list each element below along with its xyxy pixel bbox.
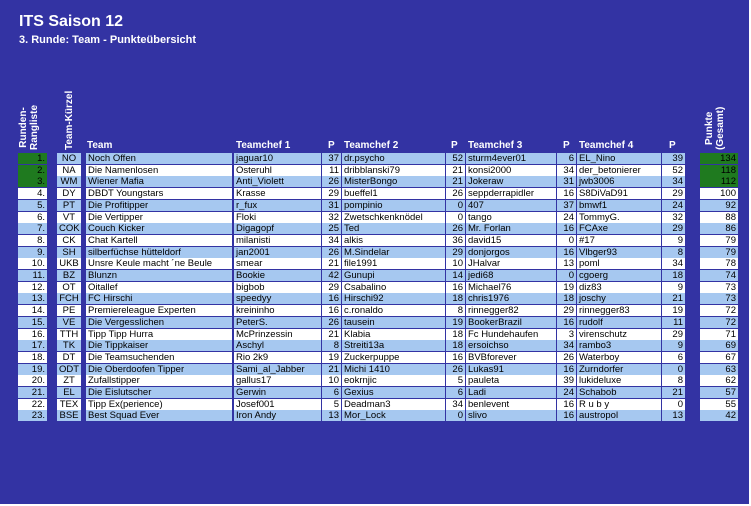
cell-team: Tipp Ex(perience) bbox=[86, 399, 232, 410]
cell-teamchef-1: gallus17 bbox=[234, 375, 321, 386]
cell-code: UKB bbox=[57, 258, 81, 269]
cell-points-3: 0 bbox=[557, 270, 576, 281]
cell-teamchef-2: MisterBongo bbox=[342, 176, 445, 187]
cell-team: Noch Offen bbox=[86, 153, 232, 164]
cell-teamchef-4: cgoerg bbox=[577, 270, 661, 281]
cell-points-2: 21 bbox=[446, 176, 465, 187]
cell-code: DT bbox=[57, 352, 81, 363]
cell-points-1: 26 bbox=[322, 247, 341, 258]
cell-teamchef-3: Mr. Forlan bbox=[466, 223, 556, 234]
cell-points-1: 8 bbox=[322, 340, 341, 351]
cell-points-1: 21 bbox=[322, 258, 341, 269]
cell-rank: 20. bbox=[18, 375, 47, 386]
cell-total-points: 74 bbox=[700, 270, 738, 281]
cell-team: Chat Kartell bbox=[86, 235, 232, 246]
cell-teamchef-3: JHalvar bbox=[466, 258, 556, 269]
cell-points-3: 34 bbox=[557, 340, 576, 351]
cell-points-2: 8 bbox=[446, 305, 465, 316]
cell-points-2: 36 bbox=[446, 235, 465, 246]
cell-points-4: 9 bbox=[662, 340, 685, 351]
cell-points-3: 16 bbox=[557, 188, 576, 199]
cell-teamchef-2: bueffel1 bbox=[342, 188, 445, 199]
cell-code: SH bbox=[57, 247, 81, 258]
cell-team: Die Oberdoofen Tipper bbox=[86, 364, 232, 375]
cell-points-2: 14 bbox=[446, 270, 465, 281]
cell-teamchef-2: Csabalino bbox=[342, 282, 445, 293]
cell-points-4: 29 bbox=[662, 188, 685, 199]
cell-teamchef-2: Ted bbox=[342, 223, 445, 234]
cell-teamchef-3: BookerBrazil bbox=[466, 317, 556, 328]
cell-points-3: 0 bbox=[557, 235, 576, 246]
cell-team: Couch Kicker bbox=[86, 223, 232, 234]
cell-points-4: 13 bbox=[662, 410, 685, 421]
cell-points-2: 18 bbox=[446, 329, 465, 340]
cell-teamchef-1: r_fux bbox=[234, 200, 321, 211]
cell-team: Die Eislutscher bbox=[86, 387, 232, 398]
cell-teamchef-1: Aschyl bbox=[234, 340, 321, 351]
cell-rank: 7. bbox=[18, 223, 47, 234]
cell-points-1: 34 bbox=[322, 235, 341, 246]
cell-rank: 9. bbox=[18, 247, 47, 258]
cell-teamchef-4: FCAxe bbox=[577, 223, 661, 234]
cell-total-points: 100 bbox=[700, 188, 738, 199]
cell-points-1: 26 bbox=[322, 317, 341, 328]
cell-rank: 8. bbox=[18, 235, 47, 246]
header-points-3: P bbox=[563, 140, 570, 151]
cell-code: COK bbox=[59, 223, 80, 235]
cell-teamchef-2: tausein bbox=[342, 317, 445, 328]
cell-rank: 23. bbox=[18, 410, 47, 421]
cell-team: Best Squad Ever bbox=[86, 410, 232, 421]
cell-teamchef-1: Anti_Violett bbox=[234, 176, 321, 187]
cell-rank: 22. bbox=[18, 399, 47, 410]
cell-teamchef-3: Ladi bbox=[466, 387, 556, 398]
cell-team: Tipp Tipp Hurra bbox=[86, 329, 232, 340]
cell-total-points: 112 bbox=[700, 176, 738, 187]
cell-total-points: 63 bbox=[700, 364, 738, 375]
cell-points-1: 11 bbox=[322, 165, 341, 176]
cell-points-3: 37 bbox=[557, 200, 576, 211]
cell-teamchef-1: Rio 2k9 bbox=[234, 352, 321, 363]
cell-code: TK bbox=[57, 340, 81, 351]
cell-points-2: 16 bbox=[446, 282, 465, 293]
cell-teamchef-3: Fc Hundehaufen bbox=[466, 329, 556, 340]
cell-points-2: 0 bbox=[446, 200, 465, 211]
cell-rank: 13. bbox=[18, 293, 47, 304]
cell-points-2: 5 bbox=[446, 375, 465, 386]
cell-total-points: 57 bbox=[700, 387, 738, 398]
cell-points-1: 6 bbox=[322, 387, 341, 398]
cell-teamchef-4: Schabob bbox=[577, 387, 661, 398]
cell-rank: 18. bbox=[18, 352, 47, 363]
cell-teamchef-4: #17 bbox=[577, 235, 661, 246]
cell-points-2: 18 bbox=[446, 340, 465, 351]
cell-teamchef-3: Michael76 bbox=[466, 282, 556, 293]
cell-team: Premiereleague Experten bbox=[86, 305, 232, 316]
cell-teamchef-2: Michi 1410 bbox=[342, 364, 445, 375]
cell-points-3: 31 bbox=[557, 176, 576, 187]
cell-points-1: 16 bbox=[322, 293, 341, 304]
cell-code: PT bbox=[57, 200, 81, 211]
header-teamchef-3: Teamchef 3 bbox=[468, 140, 523, 151]
cell-total-points: 86 bbox=[700, 223, 738, 234]
cell-points-3: 16 bbox=[557, 223, 576, 234]
cell-rank: 3. bbox=[18, 176, 47, 187]
cell-points-3: 6 bbox=[557, 153, 576, 164]
header-teamchef-2: Teamchef 2 bbox=[344, 140, 399, 151]
cell-code: PE bbox=[57, 305, 81, 316]
header-rank bbox=[18, 105, 40, 150]
cell-points-3: 16 bbox=[557, 247, 576, 258]
cell-team: Die Vertipper bbox=[86, 212, 232, 223]
cell-teamchef-2: Deadman3 bbox=[342, 399, 445, 410]
cell-team: Blunzn bbox=[86, 270, 232, 281]
cell-points-2: 10 bbox=[446, 258, 465, 269]
cell-points-4: 18 bbox=[662, 270, 685, 281]
cell-points-1: 16 bbox=[322, 305, 341, 316]
cell-points-4: 9 bbox=[662, 282, 685, 293]
cell-teamchef-2: Gunupi bbox=[342, 270, 445, 281]
cell-teamchef-1: speedyy bbox=[234, 293, 321, 304]
cell-teamchef-3: rinnegger82 bbox=[466, 305, 556, 316]
cell-teamchef-2: eokrnjic bbox=[342, 375, 445, 386]
cell-rank: 6. bbox=[18, 212, 47, 223]
cell-total-points: 73 bbox=[700, 293, 738, 304]
cell-teamchef-3: BVBforever bbox=[466, 352, 556, 363]
cell-points-4: 21 bbox=[662, 293, 685, 304]
header-points-4: P bbox=[669, 140, 676, 151]
cell-teamchef-1: jan2001 bbox=[234, 247, 321, 258]
cell-team: Oitallef bbox=[86, 282, 232, 293]
cell-teamchef-1: smear bbox=[234, 258, 321, 269]
cell-points-3: 16 bbox=[557, 317, 576, 328]
cell-points-3: 39 bbox=[557, 375, 576, 386]
cell-points-2: 16 bbox=[446, 352, 465, 363]
cell-teamchef-2: Zuckerpuppe bbox=[342, 352, 445, 363]
cell-teamchef-3: slivo bbox=[466, 410, 556, 421]
cell-teamchef-3: Lukas91 bbox=[466, 364, 556, 375]
cell-points-3: 24 bbox=[557, 212, 576, 223]
cell-rank: 19. bbox=[18, 364, 47, 375]
header-code: Team-Kürzel bbox=[64, 90, 75, 150]
cell-team: FC Hirschi bbox=[86, 293, 232, 304]
cell-teamchef-4: joschy bbox=[577, 293, 661, 304]
cell-teamchef-1: Krasse bbox=[234, 188, 321, 199]
cell-code: NO bbox=[57, 153, 81, 164]
cell-teamchef-1: Josef001 bbox=[234, 399, 321, 410]
cell-teamchef-4: EL_Nino bbox=[577, 153, 661, 164]
cell-rank: 1. bbox=[18, 153, 47, 164]
cell-code: BZ bbox=[57, 270, 81, 281]
cell-points-3: 13 bbox=[557, 258, 576, 269]
cell-rank: 5. bbox=[18, 200, 47, 211]
cell-points-4: 29 bbox=[662, 329, 685, 340]
cell-team: Unsre Keule macht ´ne Beule bbox=[86, 258, 232, 269]
cell-teamchef-3: chris1976 bbox=[466, 293, 556, 304]
cell-teamchef-3: seppderrapidler bbox=[466, 188, 556, 199]
cell-teamchef-3: donjorgos bbox=[466, 247, 556, 258]
cell-code: FCH bbox=[57, 293, 81, 304]
cell-points-1: 42 bbox=[322, 270, 341, 281]
cell-team: Die Namenlosen bbox=[86, 165, 232, 176]
cell-total-points: 69 bbox=[700, 340, 738, 351]
cell-points-4: 34 bbox=[662, 258, 685, 269]
cell-points-2: 29 bbox=[446, 247, 465, 258]
cell-total-points: 62 bbox=[700, 375, 738, 386]
cell-rank: 21. bbox=[18, 387, 47, 398]
cell-teamchef-2: dribblanski79 bbox=[342, 165, 445, 176]
cell-points-4: 24 bbox=[662, 200, 685, 211]
page-subtitle: 3. Runde: Team - Punkteübersicht bbox=[19, 34, 197, 46]
cell-teamchef-4: rudolf bbox=[577, 317, 661, 328]
cell-points-3: 34 bbox=[557, 165, 576, 176]
cell-teamchef-4: Vlbger93 bbox=[577, 247, 661, 258]
header-points-1: P bbox=[328, 140, 335, 151]
cell-teamchef-2: M.Sindelar bbox=[342, 247, 445, 258]
cell-points-3: 16 bbox=[557, 410, 576, 421]
cell-total-points: 72 bbox=[700, 305, 738, 316]
cell-teamchef-2: Zwetschkenknödel bbox=[342, 212, 445, 223]
header-teamchef-1: Teamchef 1 bbox=[236, 140, 291, 151]
cell-team: Zufallstipper bbox=[86, 375, 232, 386]
cell-points-3: 16 bbox=[557, 364, 576, 375]
cell-total-points: 67 bbox=[700, 352, 738, 363]
cell-team: Die Profitipper bbox=[86, 200, 232, 211]
cell-rank: 16. bbox=[18, 329, 47, 340]
cell-teamchef-4: rinnegger83 bbox=[577, 305, 661, 316]
cell-rank: 11. bbox=[18, 270, 47, 281]
cell-points-4: 0 bbox=[662, 364, 685, 375]
cell-teamchef-3: david15 bbox=[466, 235, 556, 246]
cell-rank: 14. bbox=[18, 305, 47, 316]
cell-rank: 2. bbox=[18, 165, 47, 176]
cell-teamchef-4: poml bbox=[577, 258, 661, 269]
cell-teamchef-2: dr.psycho bbox=[342, 153, 445, 164]
cell-teamchef-3: ersoichso bbox=[466, 340, 556, 351]
cell-total-points: 42 bbox=[700, 410, 738, 421]
cell-points-1: 21 bbox=[322, 364, 341, 375]
cell-team: Die Tippkaiser bbox=[86, 340, 232, 351]
cell-teamchef-2: Hirschi92 bbox=[342, 293, 445, 304]
cell-points-1: 31 bbox=[322, 200, 341, 211]
cell-teamchef-2: Gexius bbox=[342, 387, 445, 398]
cell-teamchef-1: Osteruhl bbox=[234, 165, 321, 176]
cell-points-4: 21 bbox=[662, 387, 685, 398]
cell-teamchef-4: jwb3006 bbox=[577, 176, 661, 187]
cell-teamchef-4: rambo3 bbox=[577, 340, 661, 351]
header-teamchef-4: Teamchef 4 bbox=[579, 140, 634, 151]
cell-points-3: 24 bbox=[557, 387, 576, 398]
cell-rank: 15. bbox=[18, 317, 47, 328]
cell-points-1: 19 bbox=[322, 352, 341, 363]
cell-points-1: 29 bbox=[322, 282, 341, 293]
cell-points-2: 0 bbox=[446, 212, 465, 223]
cell-points-1: 13 bbox=[322, 410, 341, 421]
cell-rank: 12. bbox=[18, 282, 47, 293]
cell-teamchef-3: benlevent bbox=[466, 399, 556, 410]
cell-teamchef-3: tango bbox=[466, 212, 556, 223]
cell-total-points: 79 bbox=[700, 235, 738, 246]
cell-total-points: 55 bbox=[700, 399, 738, 410]
cell-team: Wiener Mafia bbox=[86, 176, 232, 187]
cell-code: VE bbox=[57, 317, 81, 328]
cell-points-2: 18 bbox=[446, 293, 465, 304]
cell-code: VT bbox=[57, 212, 81, 223]
cell-total-points: 118 bbox=[700, 165, 738, 176]
cell-teamchef-4: S8DiVaD91 bbox=[577, 188, 661, 199]
cell-teamchef-3: pauleta bbox=[466, 375, 556, 386]
cell-team: Die Vergesslichen bbox=[86, 317, 232, 328]
cell-code: WM bbox=[57, 176, 81, 187]
cell-total-points: 72 bbox=[700, 317, 738, 328]
header-points-2: P bbox=[451, 140, 458, 151]
cell-teamchef-4: Waterboy bbox=[577, 352, 661, 363]
cell-points-4: 8 bbox=[662, 375, 685, 386]
cell-teamchef-2: alkis bbox=[342, 235, 445, 246]
cell-points-1: 32 bbox=[322, 212, 341, 223]
cell-points-4: 9 bbox=[662, 235, 685, 246]
cell-code: TTH bbox=[57, 329, 81, 340]
cell-code: OT bbox=[57, 282, 81, 293]
cell-teamchef-2: c.ronaldo bbox=[342, 305, 445, 316]
cell-points-3: 19 bbox=[557, 282, 576, 293]
cell-points-4: 29 bbox=[662, 223, 685, 234]
cell-code: TEX bbox=[57, 399, 81, 410]
cell-teamchef-4: TommyG. bbox=[577, 212, 661, 223]
cell-points-3: 3 bbox=[557, 329, 576, 340]
cell-teamchef-1: PeterS. bbox=[234, 317, 321, 328]
cell-team: DBDT Youngstars bbox=[86, 188, 232, 199]
cell-points-3: 16 bbox=[557, 399, 576, 410]
cell-teamchef-3: Jokeraw bbox=[466, 176, 556, 187]
cell-points-1: 21 bbox=[322, 329, 341, 340]
cell-teamchef-4: virenschutz bbox=[577, 329, 661, 340]
cell-teamchef-4: bmwf1 bbox=[577, 200, 661, 211]
cell-teamchef-4: lukideluxe bbox=[577, 375, 661, 386]
cell-points-1: 37 bbox=[322, 153, 341, 164]
cell-teamchef-1: Bookie bbox=[234, 270, 321, 281]
cell-code: DY bbox=[57, 188, 81, 199]
cell-points-3: 26 bbox=[557, 352, 576, 363]
cell-team: silberfüchse hütteldorf bbox=[86, 247, 232, 258]
cell-points-1: 26 bbox=[322, 176, 341, 187]
cell-teamchef-1: Iron Andy bbox=[234, 410, 321, 421]
cell-code: EL bbox=[57, 387, 81, 398]
cell-teamchef-1: bigbob bbox=[234, 282, 321, 293]
header-total-line-2: (Gesamt) bbox=[715, 106, 726, 150]
cell-teamchef-3: jedi68 bbox=[466, 270, 556, 281]
cell-points-1: 5 bbox=[322, 399, 341, 410]
cell-teamchef-2: pompinio bbox=[342, 200, 445, 211]
header-rank-line-1: Runden- bbox=[18, 107, 29, 148]
cell-points-2: 6 bbox=[446, 387, 465, 398]
cell-points-4: 32 bbox=[662, 212, 685, 223]
cell-points-2: 26 bbox=[446, 188, 465, 199]
cell-points-4: 52 bbox=[662, 165, 685, 176]
cell-teamchef-2: Mor_Lock bbox=[342, 410, 445, 421]
cell-total-points: 88 bbox=[700, 212, 738, 223]
cell-teamchef-3: konsi2000 bbox=[466, 165, 556, 176]
cell-team: Die Teamsuchenden bbox=[86, 352, 232, 363]
cell-points-4: 11 bbox=[662, 317, 685, 328]
cell-teamchef-3: sturm4ever01 bbox=[466, 153, 556, 164]
cell-code: NA bbox=[57, 165, 81, 176]
page-title: ITS Saison 12 bbox=[19, 13, 124, 30]
header-rank-line-2: Rangliste bbox=[29, 104, 40, 150]
cell-points-2: 52 bbox=[446, 153, 465, 164]
cell-teamchef-1: McPrinzessin bbox=[234, 329, 321, 340]
cell-total-points: 134 bbox=[700, 153, 738, 164]
header-total-line-1: Punkte bbox=[704, 111, 715, 145]
cell-teamchef-3: 407 bbox=[466, 200, 556, 211]
cell-total-points: 79 bbox=[700, 247, 738, 258]
cell-points-3: 29 bbox=[557, 305, 576, 316]
cell-points-2: 26 bbox=[446, 223, 465, 234]
header-team: Team bbox=[87, 140, 113, 151]
cell-teamchef-2: Klabia bbox=[342, 329, 445, 340]
cell-teamchef-4: R u b y bbox=[577, 399, 661, 410]
cell-teamchef-1: Digagopf bbox=[234, 223, 321, 234]
cell-rank: 17. bbox=[18, 340, 47, 351]
cell-teamchef-2: Streiti13a bbox=[342, 340, 445, 351]
cell-teamchef-2: file1991 bbox=[342, 258, 445, 269]
cell-points-3: 18 bbox=[557, 293, 576, 304]
cell-teamchef-1: jaguar10 bbox=[234, 153, 321, 164]
cell-teamchef-4: austropol bbox=[577, 410, 661, 421]
cell-teamchef-1: Sami_al_Jabber bbox=[234, 364, 321, 375]
cell-points-1: 29 bbox=[322, 188, 341, 199]
cell-teamchef-1: Floki bbox=[234, 212, 321, 223]
cell-total-points: 92 bbox=[700, 200, 738, 211]
cell-teamchef-4: diz83 bbox=[577, 282, 661, 293]
cell-total-points: 78 bbox=[700, 258, 738, 269]
cell-code: BSE bbox=[57, 410, 81, 421]
cell-rank: 10. bbox=[18, 258, 47, 269]
cell-code: ZT bbox=[57, 375, 81, 386]
cell-points-2: 26 bbox=[446, 364, 465, 375]
cell-points-4: 8 bbox=[662, 247, 685, 258]
cell-code: ODT bbox=[59, 363, 80, 375]
cell-points-4: 34 bbox=[662, 176, 685, 187]
cell-teamchef-1: kreininho bbox=[234, 305, 321, 316]
cell-code: CK bbox=[57, 235, 81, 246]
cell-points-2: 0 bbox=[446, 410, 465, 421]
cell-points-1: 10 bbox=[322, 375, 341, 386]
cell-points-4: 0 bbox=[662, 399, 685, 410]
cell-points-4: 6 bbox=[662, 352, 685, 363]
cell-total-points: 73 bbox=[700, 282, 738, 293]
cell-teamchef-4: Zurndorfer bbox=[577, 364, 661, 375]
cell-teamchef-1: Gerwin bbox=[234, 387, 321, 398]
cell-points-4: 19 bbox=[662, 305, 685, 316]
cell-points-2: 19 bbox=[446, 317, 465, 328]
cell-points-4: 39 bbox=[662, 153, 685, 164]
cell-points-2: 21 bbox=[446, 165, 465, 176]
cell-points-2: 34 bbox=[446, 399, 465, 410]
header-total-points bbox=[704, 107, 726, 150]
cell-total-points: 71 bbox=[700, 329, 738, 340]
cell-rank: 4. bbox=[18, 188, 47, 199]
cell-teamchef-4: der_betonierer bbox=[577, 165, 661, 176]
cell-teamchef-1: milanisti bbox=[234, 235, 321, 246]
cell-points-1: 25 bbox=[322, 223, 341, 234]
